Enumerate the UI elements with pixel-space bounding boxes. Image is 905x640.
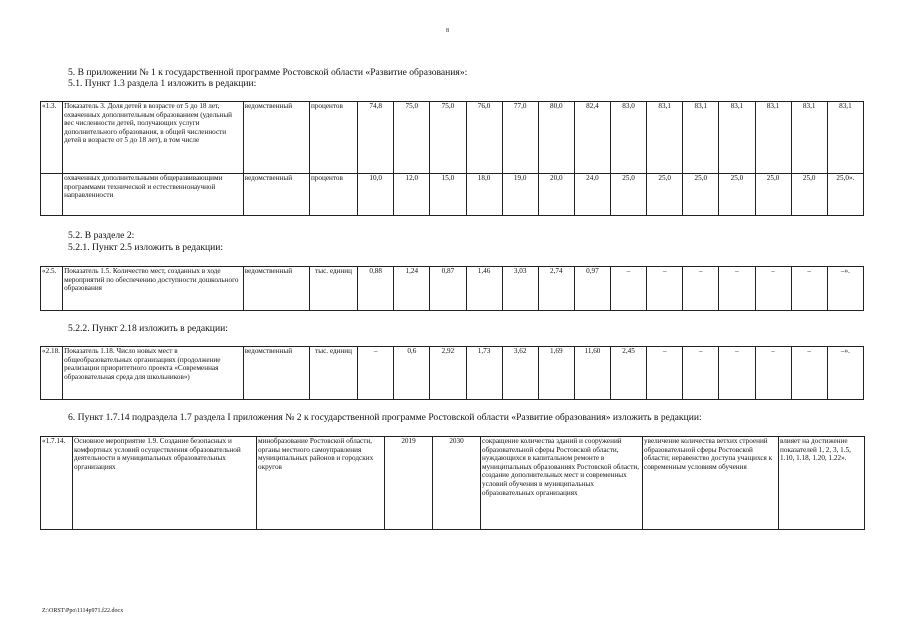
- page-number: 8: [446, 28, 449, 34]
- measure-table-1-7-14: [40, 436, 865, 530]
- value-cell: 75,0: [430, 102, 466, 174]
- value-cell: 1,46: [466, 267, 502, 311]
- table-row: [41, 437, 865, 530]
- value-cell: 18,0: [466, 174, 502, 216]
- indicator-unit: процентов: [309, 174, 357, 216]
- indicator-type: ведомственный: [243, 174, 309, 216]
- table-row: [41, 174, 864, 216]
- value-cell: 20,0: [538, 174, 574, 216]
- section-5-2-1-heading: 5.2.1. Пункт 2.5 изложить в редакции:: [68, 242, 224, 253]
- value-cell: –: [683, 347, 719, 400]
- row-code: «2.5.: [41, 267, 63, 311]
- value-cell: 80,0: [538, 102, 574, 174]
- section-5-2-heading: 5.2. В разделе 2:: [68, 230, 135, 241]
- value-cell: 3,03: [502, 267, 538, 311]
- value-cell: –: [791, 347, 827, 400]
- indicator-type: ведомственный: [243, 102, 309, 174]
- value-cell: 83,1: [647, 102, 683, 174]
- value-cell: 74,8: [358, 102, 394, 174]
- section-6-heading: 6. Пункт 1.7.14 подраздела 1.7 раздела I приложения № 2 к государственной программе Ростовской области «Развитие образования» изложить в редакции:: [68, 412, 702, 423]
- indicator-name: охваченных дополнительными общеразвивающими программами технической и естественнонаучной направленности: [63, 174, 244, 216]
- table-row: [41, 347, 864, 400]
- value-cell: 75,0: [394, 102, 430, 174]
- value-cell: 2,45: [611, 347, 647, 400]
- value-cell: –: [755, 267, 791, 311]
- value-cell: –: [683, 267, 719, 311]
- value-cell: 15,0: [430, 174, 466, 216]
- value-cell: 2,74: [538, 267, 574, 311]
- value-cell: 83,1: [791, 102, 827, 174]
- indicator-name: Показатель 1.18. Число новых мест в общеобразовательных организациях (продолжение реализации приоритетного проекта «Современная образовательная среда для школьников»): [63, 347, 244, 400]
- value-cell: 1,73: [466, 347, 502, 400]
- measure-name: Основное мероприятие 1.9. Создание безопасных и комфортных условий осуществления образовательной деятельности в муниципальных образовательных организациях: [73, 437, 257, 530]
- value-cell: 11,60: [574, 347, 610, 400]
- row-code: «1.7.14.: [41, 437, 73, 530]
- value-cell: –».: [827, 267, 863, 311]
- indicator-unit: тыс. единиц: [309, 267, 357, 311]
- value-cell: 83,1: [827, 102, 863, 174]
- value-cell: –: [719, 267, 755, 311]
- value-cell: –: [647, 347, 683, 400]
- value-cell: –».: [827, 347, 863, 400]
- value-cell: 24,0: [574, 174, 610, 216]
- indicator-type: ведомственный: [243, 347, 309, 400]
- indicator-unit: тыс. единиц: [309, 347, 357, 400]
- value-cell: 1,24: [394, 267, 430, 311]
- indicator-type: ведомственный: [243, 267, 309, 311]
- section-5-2-2-heading: 5.2.2. Пункт 2.18 изложить в редакции:: [68, 323, 228, 334]
- value-cell: 12,0: [394, 174, 430, 216]
- value-cell: 19,0: [502, 174, 538, 216]
- indicator-table-2-5: [40, 266, 864, 311]
- value-cell: 0,97: [574, 267, 610, 311]
- non-implementation-consequence: увеличение количества ветхих строений образовательной сферы Ростовской области; неравенство доступа учащихся к современным условиям обучения: [643, 437, 779, 530]
- executor: минобразование Ростовской области, органы местного самоуправления муниципальных районов и городских округов: [257, 437, 385, 530]
- file-path-footer: Z:\ORST\Ppo\1114p971.f22.docx: [42, 608, 124, 614]
- indicator-name: Показатель 3. Доля детей в возрасте от 5 до 18 лет, охваченных дополнительным образованием (удельный вес численности детей, получающих услуги дополнительного образования, в общей численности детей в возрасте от 5 до 18 лет), в том числе: [63, 102, 244, 174]
- section-5-1-heading: 5.1. Пункт 1.3 раздела 1 изложить в редакции:: [68, 78, 257, 89]
- indicator-table-1-3: [40, 101, 864, 216]
- section-5-heading: 5. В приложении № 1 к государственной программе Ростовской области «Развитие образования»:: [68, 67, 468, 78]
- value-cell: 0,6: [394, 347, 430, 400]
- value-cell: 0,87: [430, 267, 466, 311]
- value-cell: 10,0: [358, 174, 394, 216]
- value-cell: 83,1: [719, 102, 755, 174]
- value-cell: 83,0: [611, 102, 647, 174]
- value-cell: 25,0: [647, 174, 683, 216]
- indicator-table-2-18: [40, 346, 864, 400]
- value-cell: 3,62: [502, 347, 538, 400]
- value-cell: 76,0: [466, 102, 502, 174]
- row-code: [41, 174, 63, 216]
- value-cell: 25,0: [719, 174, 755, 216]
- row-code: «1.3.: [41, 102, 63, 174]
- value-cell: 82,4: [574, 102, 610, 174]
- expected-result: сокращение количества зданий и сооружений образовательной сферы Ростовской области, нуждающихся в капитальном ремонте в муниципальных образованиях Ростовской области, создание дополнительных мест и современных условий обучения в муниципальных образовательных организациях: [481, 437, 643, 530]
- start-year: 2019: [385, 437, 433, 530]
- value-cell: 25,0».: [827, 174, 863, 216]
- value-cell: –: [647, 267, 683, 311]
- indicator-name: Показатель 1.5. Количество мест, созданных в ходе мероприятий по обеспечению доступности дошкольного образования: [63, 267, 244, 311]
- value-cell: –: [358, 347, 394, 400]
- value-cell: 25,0: [755, 174, 791, 216]
- value-cell: 0,88: [358, 267, 394, 311]
- value-cell: –: [719, 347, 755, 400]
- value-cell: 25,0: [791, 174, 827, 216]
- value-cell: 77,0: [502, 102, 538, 174]
- end-year: 2030: [433, 437, 481, 530]
- value-cell: 2,92: [430, 347, 466, 400]
- value-cell: –: [755, 347, 791, 400]
- indicator-unit: процентов: [309, 102, 357, 174]
- value-cell: 25,0: [683, 174, 719, 216]
- value-cell: 83,1: [683, 102, 719, 174]
- value-cell: –: [611, 267, 647, 311]
- row-code: «2.18.: [41, 347, 63, 400]
- value-cell: 83,1: [755, 102, 791, 174]
- indicator-impact: влияет на достижение показателей 1, 2, 3, 1.5, 1.10, 1.18, 1.20, 1.22».: [779, 437, 865, 530]
- value-cell: –: [791, 267, 827, 311]
- value-cell: 25,0: [611, 174, 647, 216]
- table-row: [41, 267, 864, 311]
- value-cell: 1,69: [538, 347, 574, 400]
- table-row: [41, 102, 864, 174]
